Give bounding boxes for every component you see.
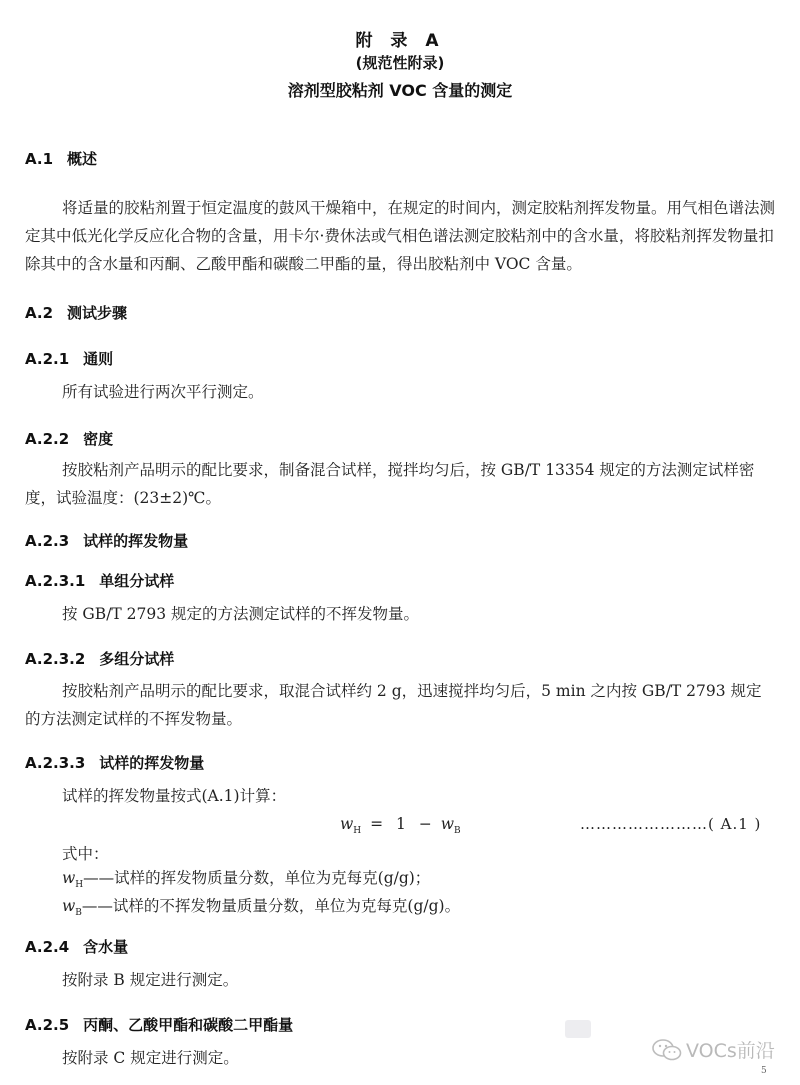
section-heading-a2 (25, 302, 127, 323)
section-heading-a231 (25, 570, 174, 591)
section-number: A.2.3 (25, 532, 70, 550)
definition-wh (62, 866, 430, 890)
section-number: A.2.3.2 (25, 650, 86, 668)
watermark-text: VOCs前沿 (686, 1040, 775, 1062)
appendix-label: 附 录 A (355, 31, 445, 51)
section-number: A.2.4 (25, 938, 70, 956)
section-title: 含水量 (83, 938, 129, 956)
section-heading-a21 (25, 348, 113, 369)
def-symbol: w (62, 869, 76, 887)
formula-number: ……………………( A.1 ) (580, 815, 762, 833)
section-title: 单组分试样 (99, 572, 175, 590)
section-heading-a1 (25, 148, 97, 169)
section-heading-a22 (25, 428, 113, 449)
def-symbol-sub: H (75, 880, 84, 891)
section-heading-a23 (25, 530, 188, 551)
section-text-a231: 按 GB/T 2793 规定的方法测定试样的不挥发物量。 (62, 605, 420, 623)
section-text-a233: 试样的挥发物量按式(A.1)计算： (62, 787, 287, 805)
section-text-a24: 按附录 B 规定进行测定。 (62, 971, 239, 989)
appendix-title: 溶剂型胶粘剂 VOC 含量的测定 (287, 81, 513, 100)
section-title: 丙酮、乙酸甲酯和碳酸二甲酯量 (83, 1016, 294, 1034)
section-text-a1: 将适量的胶粘剂置于恒定温度的鼓风干燥箱中，在规定的时间内，测定胶粘剂挥发物量。用气相色谱法测定其中低光化学反应化合物的含量，用卡尔·费休法或气相色谱法测定胶粘剂中的含水量，将胶粘剂挥发物量扣除其中的含水量和丙酮、乙酸甲酯和碳酸二甲酯的量，得出胶粘剂中 VOC 含量。 (25, 199, 776, 273)
section-number: A.2.3.3 (25, 754, 86, 772)
section-title: 测试步骤 (67, 304, 128, 322)
def-text: ——试样的不挥发物量质量分数，单位为克每克(g/g)。 (81, 897, 461, 915)
section-heading-a24 (25, 936, 128, 957)
section-text-a22: 按胶粘剂产品明示的配比要求，制备混合试样，搅拌均匀后，按 GB/T 13354 规定的方法测定试样密度，试验温度：(23±2)℃。 (25, 461, 755, 507)
section-title: 密度 (83, 430, 114, 448)
section-number: A.1 (25, 150, 54, 168)
section-title: 通则 (83, 350, 114, 368)
watermark (652, 1036, 775, 1063)
section-heading-a25 (25, 1014, 293, 1035)
formula-rhs-sub: B (454, 826, 461, 837)
section-text-a232: 按胶粘剂产品明示的配比要求，取混合试样约 2 g，迅速搅拌均匀后，5 min 之内按 GB/T 2793 规定的方法测定试样的不挥发物量。 (25, 682, 762, 728)
definition-wb (62, 894, 460, 918)
formula-a1 (340, 815, 461, 836)
section-number: A.2.3.1 (25, 572, 86, 590)
formula-rhs: w (440, 815, 455, 833)
appendix-type: (规范性附录) (355, 54, 445, 72)
section-text-a25: 按附录 C 规定进行测定。 (62, 1049, 239, 1067)
section-heading-a233 (25, 752, 204, 773)
where-label: 式中： (62, 845, 109, 863)
section-number: A.2.5 (25, 1016, 70, 1034)
formula-one: 1 (396, 815, 406, 833)
section-title: 试样的挥发物量 (83, 532, 189, 550)
def-symbol-sub: B (75, 908, 82, 919)
formula-lhs: w (340, 815, 354, 833)
section-title: 多组分试样 (99, 650, 175, 668)
page-number: 5 (761, 1066, 767, 1076)
formula-minus: − (418, 815, 432, 833)
section-number: A.2.1 (25, 350, 70, 368)
formula-equals: = (370, 815, 384, 833)
def-symbol: w (62, 897, 76, 915)
faint-logo-icon (565, 1020, 591, 1038)
section-number: A.2.2 (25, 430, 70, 448)
def-text: ——试样的挥发物质量分数，单位为克每克(g/g)； (83, 869, 431, 887)
section-heading-a232 (25, 648, 174, 669)
section-title: 概述 (67, 150, 98, 168)
section-title: 试样的挥发物量 (99, 754, 205, 772)
formula-lhs-sub: H (353, 826, 362, 837)
wechat-icon (652, 1039, 682, 1061)
section-text-a21: 所有试验进行两次平行测定。 (62, 383, 264, 401)
section-number: A.2 (25, 304, 54, 322)
